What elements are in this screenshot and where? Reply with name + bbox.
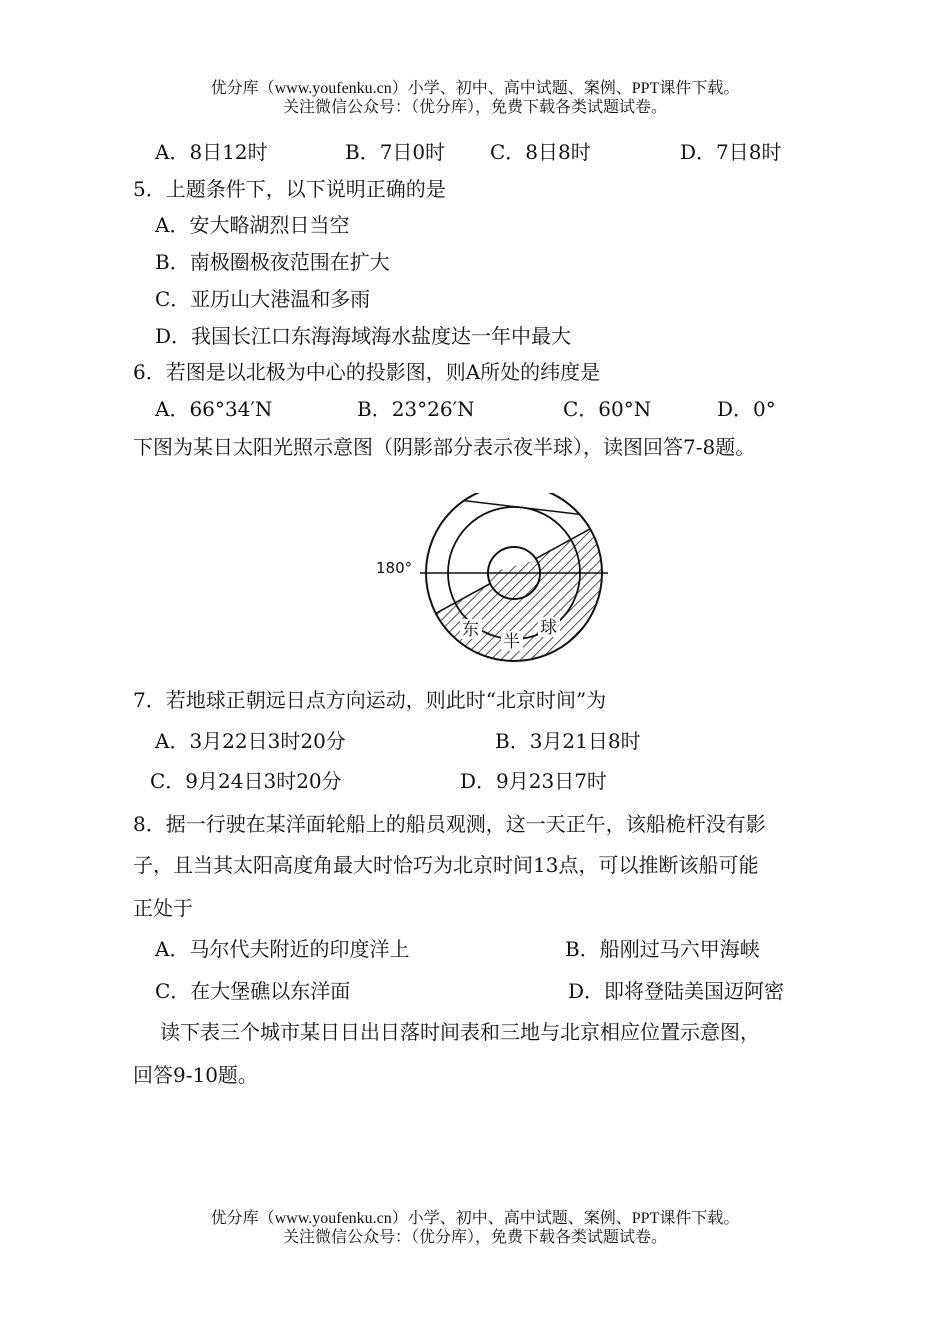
q8-option-c: C．在大堡礁以东洋面 bbox=[155, 979, 351, 1003]
q7-option-b: B．3月21日8时 bbox=[495, 729, 641, 753]
intro-9-10-line-1: 读下表三个城市某日日出日落时间表和三地与北京相应位置示意图， bbox=[160, 1020, 760, 1044]
q4-option-b: B．7日0时 bbox=[345, 140, 446, 164]
q6-option-c: C．60°N bbox=[563, 397, 652, 421]
q7-option-d: D．9月23日7时 bbox=[460, 769, 607, 793]
label-qiu: 球 bbox=[540, 618, 557, 638]
q8-stem-line-1: 8．据一行驶在某洋面轮船上的船员观测，这一天正午，该船桅杆没有影 bbox=[133, 812, 766, 836]
q5-option-a: A．安大略湖烈日当空 bbox=[155, 213, 350, 237]
q8-option-b: B．船刚过马六甲海峡 bbox=[565, 937, 760, 961]
q8-option-a: A．马尔代夫附近的印度洋上 bbox=[155, 937, 410, 961]
footer-line-1: 优分库（www.youfenku.cn）小学、初中、高中试题、案例、PPT课件下载。 bbox=[210, 1210, 740, 1227]
header-line-1: 优分库（www.youfenku.cn）小学、初中、高中试题、案例、PPT课件下载。 bbox=[210, 80, 740, 97]
q7-stem: 7．若地球正朝远日点方向运动，则此时“北京时间”为 bbox=[133, 688, 607, 712]
q8-stem-line-2: 子，且当其太阳高度角最大时恰巧为北京时间13点，可以推断该船可能 bbox=[133, 853, 759, 877]
intro-7-8: 下图为某日太阳光照示意图（阴影部分表示夜半球），读图回答7-8题。 bbox=[133, 435, 756, 459]
q6-option-d: D．0° bbox=[717, 397, 776, 421]
q8-stem-line-3: 正处于 bbox=[133, 896, 193, 920]
label-dong: 东 bbox=[462, 620, 479, 640]
label-ban: 半 bbox=[503, 632, 520, 652]
q7-option-c: C．9月24日3时20分 bbox=[150, 769, 342, 793]
q4-option-d: D．7日8时 bbox=[680, 140, 782, 164]
label-180: 180° bbox=[376, 559, 413, 577]
q5-stem: 5．上题条件下，以下说明正确的是 bbox=[133, 177, 446, 201]
q4-option-c: C．8日8时 bbox=[490, 140, 591, 164]
q5-option-c: C．亚历山大港温和多雨 bbox=[155, 287, 371, 311]
q4-option-a: A．8日12时 bbox=[155, 140, 268, 164]
intro-9-10-line-2: 回答9-10题。 bbox=[133, 1063, 258, 1087]
q5-option-d: D．我国长江口东海海域海水盐度达一年中最大 bbox=[155, 324, 572, 348]
header-line-2: 关注微信公众号：（优分库），免费下载各类试题试卷。 bbox=[282, 99, 667, 116]
q6-option-a: A．66°34′N bbox=[155, 397, 273, 421]
q8-option-d: D．即将登陆美国迈阿密 bbox=[568, 979, 785, 1003]
q6-stem: 6．若图是以北极为中心的投影图，则A所处的纬度是 bbox=[133, 360, 601, 384]
sunlight-diagram bbox=[370, 493, 610, 663]
q5-option-b: B．南极圈极夜范围在扩大 bbox=[155, 250, 390, 274]
footer-line-2: 关注微信公众号：（优分库），免费下载各类试题试卷。 bbox=[282, 1229, 667, 1246]
q6-option-b: B．23°26′N bbox=[357, 397, 475, 421]
q7-option-a: A．3月22日3时20分 bbox=[155, 729, 346, 753]
